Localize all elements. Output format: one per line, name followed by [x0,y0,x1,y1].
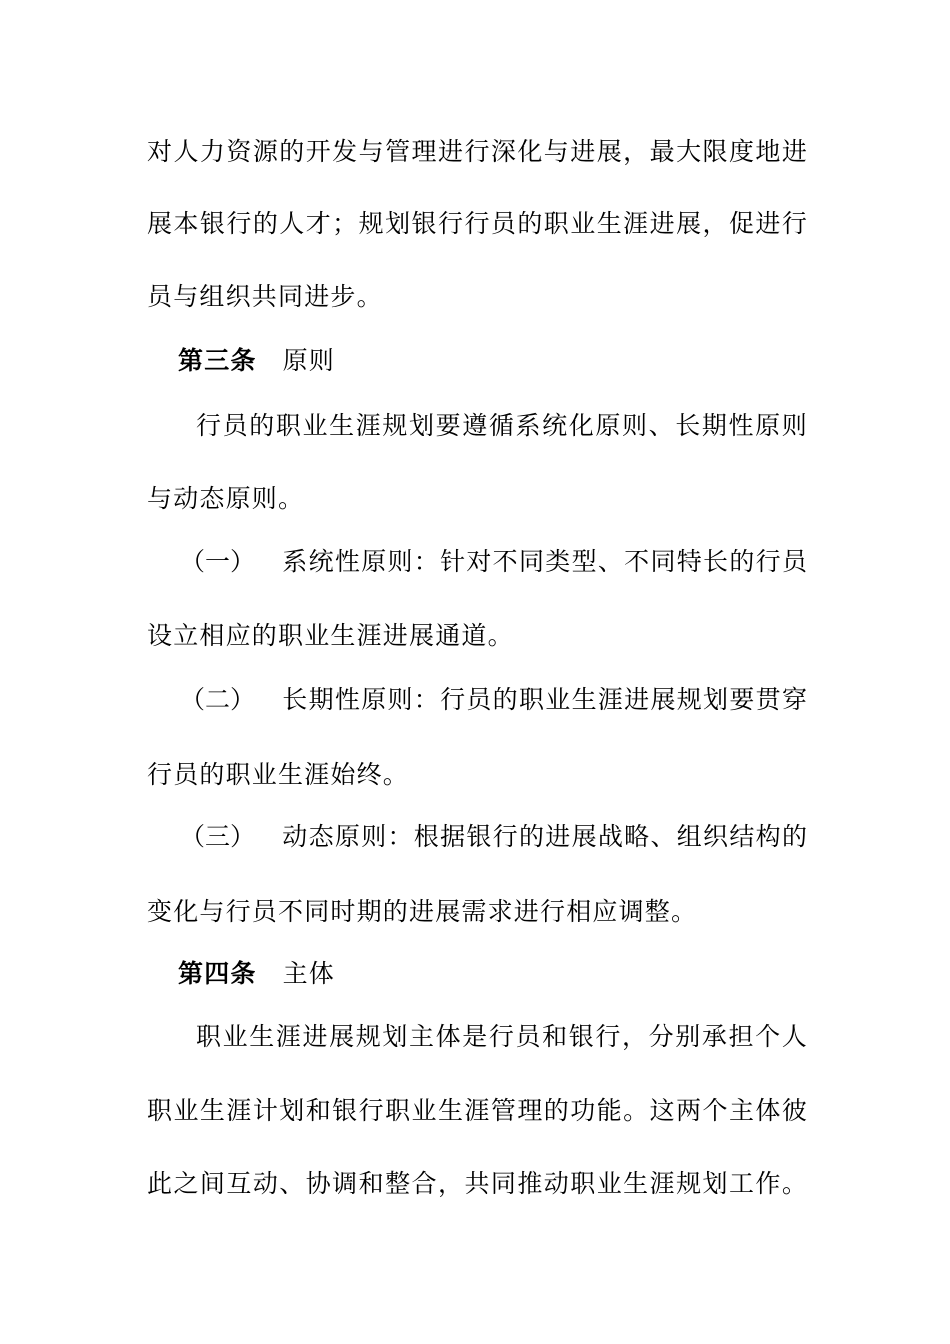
glyph: 的 [517,209,543,238]
glyph: 的 [279,137,305,166]
glyph: 进 [781,137,807,166]
glyph: 不 [492,547,518,576]
glyph: 划 [702,1169,728,1198]
glyph: 开 [305,137,331,166]
glyph: 的 [543,1096,569,1125]
glyph: 作 [755,1169,781,1198]
glyph: 调 [332,1169,358,1198]
glyph: 间 [199,1169,225,1198]
glyph: 彼 [781,1096,807,1125]
glyph: ， [437,1169,463,1198]
glyph: 大 [676,137,702,166]
glyph: 原 [361,547,387,576]
list-item-3 [180,821,807,853]
glyph: 生 [249,1022,275,1051]
glyph: 银 [568,1022,594,1051]
body-line: 变化与行员不同时期的进展需求进行相应调整。 [147,897,698,926]
glyph: 协 [305,1169,331,1198]
glyph: 化 [517,137,543,166]
glyph: 担 [728,1022,754,1051]
glyph: 动 [282,822,308,851]
glyph: 业 [173,1096,199,1125]
glyph: 同 [518,547,544,576]
glyph: 生 [437,1096,463,1125]
body-line: 行员的职业生涯始终。 [147,760,410,789]
glyph: 涯 [275,1022,301,1051]
article-title: 原则 [282,346,336,375]
glyph: 则 [387,547,413,576]
glyph: 理 [517,1096,543,1125]
glyph: 业 [222,1022,248,1051]
glyph: 职 [275,411,301,440]
article-number: 第三条 [178,346,257,375]
glyph: 人 [781,1022,807,1051]
glyph: ， [623,137,649,166]
glyph: 管 [385,137,411,166]
glyph: 、 [279,1169,305,1198]
glyph: 涯 [597,685,623,714]
glyph: 略 [624,822,650,851]
glyph: 原 [755,411,781,440]
article-3-heading [178,345,838,377]
article-4-heading [178,958,838,990]
glyph: 进 [437,137,463,166]
glyph: 则 [622,411,648,440]
glyph: 进 [755,209,781,238]
glyph: ， [702,209,728,238]
glyph: 划 [382,1022,408,1051]
glyph: 的 [252,209,278,238]
glyph: 战 [597,822,623,851]
glyph: 同 [650,547,676,576]
glyph: 和 [305,1096,331,1125]
glyph: ： [387,822,413,851]
glyph: 展 [329,1022,355,1051]
glyph: 特 [676,547,702,576]
glyph: 、 [648,411,674,440]
glyph: 和 [358,1169,384,1198]
glyph: 体 [435,1022,461,1051]
glyph: 结 [729,822,755,851]
glyph: 展 [596,137,622,166]
glyph: 展 [676,209,702,238]
glyph: 规 [355,1022,381,1051]
body-line: 与动态原则。 [147,484,305,513]
glyph: 长 [282,685,308,714]
list-item-1 [180,546,807,578]
glyph: 原 [334,822,360,851]
glyph: ； [332,209,358,238]
glyph: 遵 [462,411,488,440]
glyph: 功 [570,1096,596,1125]
body-line [147,136,807,168]
glyph: 人 [173,137,199,166]
glyph: 规 [382,411,408,440]
list-marker: （二） [180,685,256,714]
body-line: 设立相应的职业生涯进展通道。 [147,621,514,650]
glyph: 管 [490,1096,516,1125]
glyph: 与 [543,137,569,166]
glyph: 对 [147,137,173,166]
glyph: 涯 [464,1096,490,1125]
glyph: 类 [545,547,571,576]
glyph: 贯 [755,685,781,714]
glyph: 源 [252,137,278,166]
glyph: 深 [490,137,516,166]
glyph: 和 [542,1022,568,1051]
glyph: 推 [517,1169,543,1198]
glyph: 银 [466,822,492,851]
glyph: 生 [199,1096,225,1125]
glyph: 行 [464,209,490,238]
glyph: 行 [226,209,252,238]
glyph: 原 [595,411,621,440]
glyph: 据 [440,822,466,851]
glyph: 的 [729,547,755,576]
glyph: 业 [302,411,328,440]
glyph: 统 [542,411,568,440]
glyph: 规 [676,685,702,714]
glyph: 划 [279,1096,305,1125]
glyph: 则 [781,411,807,440]
glyph: 职 [543,209,569,238]
glyph: 促 [728,209,754,238]
glyph: 对 [466,547,492,576]
glyph: 行 [781,209,807,238]
glyph: 的 [249,411,275,440]
glyph: 织 [703,822,729,851]
glyph: 本 [173,209,199,238]
glyph: 则 [361,822,387,851]
article-number: 第四条 [178,959,257,988]
glyph: 合 [411,1169,437,1198]
glyph: 银 [332,1096,358,1125]
glyph: 期 [308,685,334,714]
glyph: 整 [385,1169,411,1198]
glyph: 业 [570,209,596,238]
glyph: 工 [728,1169,754,1198]
body-line [147,1095,807,1127]
glyph: 涯 [226,1096,252,1125]
article-title: 主体 [282,959,336,988]
glyph: 系 [282,547,308,576]
glyph: 展 [650,685,676,714]
glyph: 划 [385,209,411,238]
glyph: 资 [226,137,252,166]
glyph: 地 [755,137,781,166]
glyph: 员 [466,685,492,714]
glyph: 业 [596,1169,622,1198]
glyph: 员 [781,547,807,576]
glyph: 行 [358,1096,384,1125]
glyph: 才 [305,209,331,238]
glyph: 行 [492,822,518,851]
glyph: 构 [755,822,781,851]
glyph: 进 [302,1022,328,1051]
glyph: 互 [226,1169,252,1198]
glyph: 的 [518,822,544,851]
glyph: 涯 [649,1169,675,1198]
list-marker: （一） [180,547,256,576]
glyph: 动 [543,1169,569,1198]
glyph: 要 [729,685,755,714]
glyph: 计 [252,1096,278,1125]
glyph: 统 [308,547,334,576]
glyph: 业 [411,1096,437,1125]
glyph: 长 [703,547,729,576]
glyph: 员 [515,1022,541,1051]
glyph: 。 [781,1169,807,1198]
glyph: 员 [490,209,516,238]
glyph: 进 [570,137,596,166]
glyph: 别 [675,1022,701,1051]
glyph: 能 [596,1096,622,1125]
glyph: 性 [334,547,360,576]
glyph: 则 [387,685,413,714]
glyph: 职 [385,1096,411,1125]
glyph: 型 [571,547,597,576]
glyph: 发 [332,137,358,166]
glyph: 生 [623,1169,649,1198]
glyph: 行 [440,685,466,714]
glyph: 与 [358,137,384,166]
glyph: 银 [199,209,225,238]
glyph: 职 [147,1096,173,1125]
glyph: 要 [435,411,461,440]
glyph: 划 [409,411,435,440]
glyph: 力 [199,137,225,166]
body-line [196,410,807,442]
glyph: ： [413,685,439,714]
list-marker: （三） [180,822,256,851]
glyph: 生 [329,411,355,440]
glyph: 承 [701,1022,727,1051]
glyph: 行 [595,1022,621,1051]
glyph: 职 [196,1022,222,1051]
glyph: 行 [488,1022,514,1051]
glyph: 针 [440,547,466,576]
glyph: 职 [570,1169,596,1198]
glyph: 行 [196,411,222,440]
glyph: 、 [650,822,676,851]
body-line [147,208,807,240]
glyph: 理 [411,137,437,166]
glyph: 行 [437,209,463,238]
glyph: 、 [597,547,623,576]
glyph: 的 [781,822,807,851]
body-line: 员与组织共同进步。 [147,282,383,311]
glyph: 个 [702,1096,728,1125]
glyph: 人 [279,209,305,238]
glyph: 主 [409,1022,435,1051]
body-line [147,1168,807,1200]
glyph: 性 [728,411,754,440]
glyph: 进 [545,822,571,851]
glyph: 分 [648,1022,674,1051]
glyph: 生 [571,685,597,714]
glyph: 原 [361,685,387,714]
glyph: 划 [703,685,729,714]
body-line [196,1021,807,1053]
glyph: 主 [728,1096,754,1125]
glyph: 穿 [781,685,807,714]
glyph: 共 [464,1169,490,1198]
glyph: 化 [568,411,594,440]
glyph: 进 [624,685,650,714]
glyph: 员 [222,411,248,440]
glyph: 行 [755,547,781,576]
glyph: 两 [676,1096,702,1125]
glyph: 。 [623,1096,649,1125]
glyph: 展 [571,822,597,851]
glyph: 性 [334,685,360,714]
glyph: 动 [252,1169,278,1198]
glyph: ， [622,1022,648,1051]
glyph: 度 [728,137,754,166]
glyph: 系 [515,411,541,440]
glyph: ： [413,547,439,576]
glyph: 不 [624,547,650,576]
glyph: 规 [676,1169,702,1198]
glyph: 进 [649,209,675,238]
glyph: 个 [755,1022,781,1051]
glyph: 这 [649,1096,675,1125]
glyph: 银 [411,209,437,238]
glyph: 根 [413,822,439,851]
glyph: 态 [308,822,334,851]
glyph: 职 [518,685,544,714]
glyph: 同 [490,1169,516,1198]
glyph: 是 [462,1022,488,1051]
glyph: 限 [702,137,728,166]
glyph: 循 [488,411,514,440]
glyph: 规 [358,209,384,238]
glyph: 此 [147,1169,173,1198]
glyph: 涯 [623,209,649,238]
glyph: 体 [755,1096,781,1125]
glyph: 最 [649,137,675,166]
glyph: 行 [464,137,490,166]
list-item-2 [180,684,807,716]
glyph: 业 [545,685,571,714]
glyph: 期 [701,411,727,440]
glyph: 展 [147,209,173,238]
glyph: 之 [173,1169,199,1198]
glyph: 长 [675,411,701,440]
glyph: 涯 [355,411,381,440]
glyph: 生 [596,209,622,238]
glyph: 组 [676,822,702,851]
glyph: 的 [492,685,518,714]
